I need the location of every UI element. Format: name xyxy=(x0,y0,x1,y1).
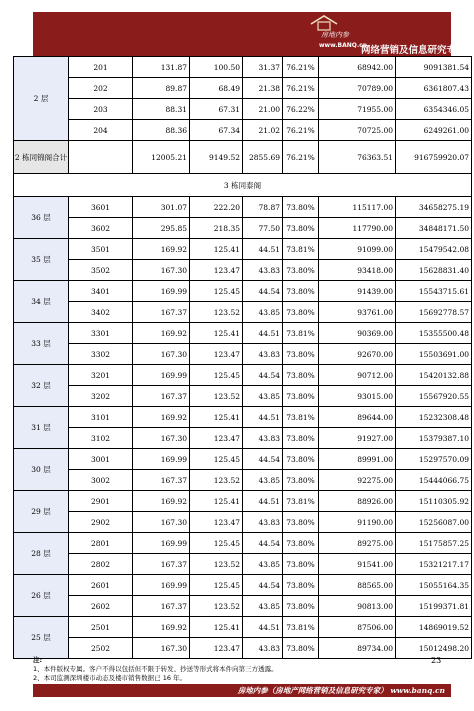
cell-inner: 125.41 xyxy=(190,617,243,638)
cell-ratio: 73.80% xyxy=(283,281,319,302)
table-row xyxy=(14,596,472,617)
cell-total: 15256087.00 xyxy=(396,512,472,533)
cell-shared: 21.02 xyxy=(243,120,283,141)
cell-price: 88926.00 xyxy=(319,491,396,512)
cell-price: 93015.00 xyxy=(319,386,396,407)
floor-label: 25 层 xyxy=(14,617,69,659)
brand-url: www.BANQ.cn xyxy=(319,42,367,49)
cell-total: 6361807.43 xyxy=(396,78,472,99)
floor-label: 2 层 xyxy=(14,57,69,141)
cell-ratio: 73.81% xyxy=(283,239,319,260)
cell-inner: 125.45 xyxy=(190,575,243,596)
cell-total: 15321217.17 xyxy=(396,554,472,575)
cell-area: 88.36 xyxy=(133,120,190,141)
cell-total: 15110305.92 xyxy=(396,491,472,512)
cell-area: 167.30 xyxy=(133,428,190,449)
cell-ratio: 73.80% xyxy=(283,512,319,533)
cell-unit: 204 xyxy=(69,120,133,141)
cell-unit: 2502 xyxy=(69,638,133,659)
cell-total: 6249261.00 xyxy=(396,120,472,141)
footer-text: 房地内参（房地产网络营销及信息研究专家） www.banq.cn xyxy=(237,686,445,695)
cell-unit: 3301 xyxy=(69,323,133,344)
cell-price: 91099.00 xyxy=(319,239,396,260)
cell-shared: 31.37 xyxy=(243,57,283,78)
cell-shared: 77.50 xyxy=(243,218,283,239)
cell-total: 15692778.57 xyxy=(396,302,472,323)
cell-shared: 44.51 xyxy=(243,491,283,512)
cell-unit: 3501 xyxy=(69,239,133,260)
cell-unit: 201 xyxy=(69,57,133,78)
cell-ratio: 73.81% xyxy=(283,491,319,512)
cell-total: 9091381.54 xyxy=(396,57,472,78)
cell-price: 89275.00 xyxy=(319,533,396,554)
table-row xyxy=(14,197,472,218)
cell-ratio: 73.80% xyxy=(283,638,319,659)
table-row xyxy=(14,428,472,449)
cell-price: 90369.00 xyxy=(319,323,396,344)
table-row xyxy=(14,260,472,281)
table-row xyxy=(14,554,472,575)
cell-unit xyxy=(69,141,133,174)
cell-area: 131.87 xyxy=(133,57,190,78)
cell-price: 89644.00 xyxy=(319,407,396,428)
cell-shared: 44.51 xyxy=(243,407,283,428)
brand-name: 房地内参 xyxy=(321,31,349,39)
cell-inner: 125.41 xyxy=(190,491,243,512)
cell-unit: 203 xyxy=(69,99,133,120)
cell-ratio: 76.21% xyxy=(283,78,319,99)
cell-area: 89.87 xyxy=(133,78,190,99)
cell-shared: 43.85 xyxy=(243,386,283,407)
floor-label: 35 层 xyxy=(14,239,69,281)
cell-total: 15055164.35 xyxy=(396,575,472,596)
cell-price: 70725.00 xyxy=(319,120,396,141)
cell-unit: 3401 xyxy=(69,281,133,302)
cell-shared: 44.54 xyxy=(243,449,283,470)
cell-ratio: 73.80% xyxy=(283,449,319,470)
table-row xyxy=(14,449,472,470)
cell-area: 167.30 xyxy=(133,638,190,659)
cell-total: 15012498.20 xyxy=(396,638,472,659)
cell-price: 71955.00 xyxy=(319,99,396,120)
floor-label: 32 层 xyxy=(14,365,69,407)
cell-ratio: 73.80% xyxy=(283,365,319,386)
cell-area: 169.92 xyxy=(133,407,190,428)
table-row xyxy=(14,617,472,638)
cell-inner: 123.47 xyxy=(190,344,243,365)
table-row xyxy=(14,407,472,428)
subtotal-row xyxy=(14,141,472,174)
cell-total: 15199371.81 xyxy=(396,596,472,617)
table-row xyxy=(14,533,472,554)
cell-total: 15543715.61 xyxy=(396,281,472,302)
cell-unit: 3001 xyxy=(69,449,133,470)
cell-ratio: 73.80% xyxy=(283,386,319,407)
cell-price: 90712.00 xyxy=(319,365,396,386)
footer-notes xyxy=(33,656,429,683)
cell-ratio: 73.80% xyxy=(283,554,319,575)
cell-ratio: 73.81% xyxy=(283,323,319,344)
cell-area: 169.92 xyxy=(133,323,190,344)
cell-shared: 21.00 xyxy=(243,99,283,120)
cell-total: 34848171.50 xyxy=(396,218,472,239)
table-row xyxy=(14,281,472,302)
cell-total: 15355500.48 xyxy=(396,323,472,344)
cell-total: 15175857.25 xyxy=(396,533,472,554)
table-row xyxy=(14,120,472,141)
cell-price: 68942.00 xyxy=(319,57,396,78)
cell-area: 12005.21 xyxy=(133,141,190,174)
cell-shared: 2855.69 xyxy=(243,141,283,174)
notes-line-1: 1、本件版权专属。客户不得以包括但不限于转发、抄送等形式将本件向第三方透露。 xyxy=(33,665,278,673)
cell-inner: 222.20 xyxy=(190,197,243,218)
cell-shared: 43.83 xyxy=(243,428,283,449)
cell-area: 167.30 xyxy=(133,512,190,533)
cell-inner: 125.41 xyxy=(190,239,243,260)
cell-inner: 123.47 xyxy=(190,512,243,533)
cell-ratio: 73.80% xyxy=(283,197,319,218)
cell-price: 90813.00 xyxy=(319,596,396,617)
cell-area: 301.07 xyxy=(133,197,190,218)
table-row xyxy=(14,365,472,386)
cell-area: 295.85 xyxy=(133,218,190,239)
floor-label: 36 层 xyxy=(14,197,69,239)
cell-price: 76363.51 xyxy=(319,141,396,174)
cell-price: 93761.00 xyxy=(319,302,396,323)
table-row xyxy=(14,512,472,533)
cell-price: 91541.00 xyxy=(319,554,396,575)
cell-price: 87506.00 xyxy=(319,617,396,638)
cell-area: 169.92 xyxy=(133,239,190,260)
table-row xyxy=(14,575,472,596)
cell-price: 88565.00 xyxy=(319,575,396,596)
cell-unit: 3202 xyxy=(69,386,133,407)
cell-total: 34658275.19 xyxy=(396,197,472,218)
cell-area: 167.30 xyxy=(133,260,190,281)
table-row xyxy=(14,491,472,512)
cell-price: 91439.00 xyxy=(319,281,396,302)
cell-area: 167.37 xyxy=(133,596,190,617)
cell-inner: 123.52 xyxy=(190,386,243,407)
cell-ratio: 73.80% xyxy=(283,218,319,239)
cell-total: 916759920.07 xyxy=(396,141,472,174)
cell-area: 169.99 xyxy=(133,365,190,386)
cell-ratio: 73.80% xyxy=(283,596,319,617)
cell-ratio: 76.22% xyxy=(283,99,319,120)
cell-shared: 43.83 xyxy=(243,512,283,533)
cell-unit: 3601 xyxy=(69,197,133,218)
floor-label: 29 层 xyxy=(14,491,69,533)
cell-ratio: 73.81% xyxy=(283,407,319,428)
table-row xyxy=(14,78,472,99)
cell-inner: 125.45 xyxy=(190,449,243,470)
cell-shared: 43.85 xyxy=(243,302,283,323)
cell-ratio: 73.80% xyxy=(283,470,319,491)
cell-inner: 125.45 xyxy=(190,365,243,386)
floor-label: 30 层 xyxy=(14,449,69,491)
cell-ratio: 73.80% xyxy=(283,260,319,281)
cell-area: 169.92 xyxy=(133,617,190,638)
cell-inner: 218.35 xyxy=(190,218,243,239)
cell-ratio: 76.21% xyxy=(283,141,319,174)
cell-shared: 78.87 xyxy=(243,197,283,218)
table-row xyxy=(14,386,472,407)
cell-inner: 123.52 xyxy=(190,302,243,323)
cell-area: 167.37 xyxy=(133,302,190,323)
cell-unit: 3502 xyxy=(69,260,133,281)
cell-shared: 44.51 xyxy=(243,323,283,344)
section-row xyxy=(14,174,472,197)
cell-price: 91190.00 xyxy=(319,512,396,533)
cell-price: 117790.00 xyxy=(319,218,396,239)
cell-area: 167.30 xyxy=(133,344,190,365)
cell-unit: 2901 xyxy=(69,491,133,512)
floor-label: 28 层 xyxy=(14,533,69,575)
header-banner xyxy=(33,12,466,56)
cell-ratio: 73.80% xyxy=(283,575,319,596)
table-row xyxy=(14,470,472,491)
footer-bar xyxy=(33,684,451,697)
cell-unit: 3002 xyxy=(69,470,133,491)
cell-unit: 2602 xyxy=(69,596,133,617)
cell-total: 15567920.55 xyxy=(396,386,472,407)
cell-area: 167.37 xyxy=(133,470,190,491)
cell-area: 167.37 xyxy=(133,386,190,407)
table-row xyxy=(14,344,472,365)
cell-total: 14869019.52 xyxy=(396,617,472,638)
cell-ratio: 73.80% xyxy=(283,533,319,554)
page-number: 23 xyxy=(431,656,442,665)
cell-inner: 67.31 xyxy=(190,99,243,120)
table-row xyxy=(14,99,472,120)
cell-total: 15444066.75 xyxy=(396,470,472,491)
cell-area: 169.99 xyxy=(133,575,190,596)
cell-total: 15232308.48 xyxy=(396,407,472,428)
cell-inner: 123.52 xyxy=(190,554,243,575)
cell-unit: 3402 xyxy=(69,302,133,323)
cell-unit: 2801 xyxy=(69,533,133,554)
cell-inner: 100.50 xyxy=(190,57,243,78)
cell-shared: 43.83 xyxy=(243,638,283,659)
cell-price: 115117.00 xyxy=(319,197,396,218)
cell-ratio: 76.21% xyxy=(283,120,319,141)
cell-ratio: 73.80% xyxy=(283,428,319,449)
cell-price: 70789.00 xyxy=(319,78,396,99)
cell-price: 93418.00 xyxy=(319,260,396,281)
cell-area: 169.99 xyxy=(133,281,190,302)
cell-shared: 43.83 xyxy=(243,260,283,281)
cell-inner: 123.52 xyxy=(190,596,243,617)
cell-total: 15297570.09 xyxy=(396,449,472,470)
header-title: 网络营销及信息研究专家 xyxy=(361,45,466,56)
cell-area: 169.92 xyxy=(133,491,190,512)
cell-price: 89991.00 xyxy=(319,449,396,470)
cell-shared: 21.38 xyxy=(243,78,283,99)
floor-label: 33 层 xyxy=(14,323,69,365)
subtotal-label: 2 栋同锦阁合计 xyxy=(14,141,69,174)
cell-ratio: 73.81% xyxy=(283,617,319,638)
sales-table xyxy=(13,56,472,659)
cell-area: 169.99 xyxy=(133,533,190,554)
cell-shared: 44.54 xyxy=(243,281,283,302)
cell-inner: 123.47 xyxy=(190,638,243,659)
cell-shared: 43.85 xyxy=(243,470,283,491)
cell-shared: 44.54 xyxy=(243,575,283,596)
table-row xyxy=(14,239,472,260)
cell-shared: 43.85 xyxy=(243,554,283,575)
cell-total: 6354346.05 xyxy=(396,99,472,120)
notes-line-2: 2、本司监测深圳楼市动态及楼市销售数据已 16 年。 xyxy=(33,674,187,682)
cell-inner: 123.52 xyxy=(190,470,243,491)
cell-price: 91927.00 xyxy=(319,428,396,449)
cell-unit: 3101 xyxy=(69,407,133,428)
cell-shared: 44.54 xyxy=(243,365,283,386)
section-title: 3 栋同泰阁 xyxy=(14,174,472,197)
floor-label: 34 层 xyxy=(14,281,69,323)
cell-shared: 43.83 xyxy=(243,344,283,365)
floor-label: 26 层 xyxy=(14,575,69,617)
cell-inner: 9149.52 xyxy=(190,141,243,174)
table-row xyxy=(14,323,472,344)
cell-inner: 125.41 xyxy=(190,407,243,428)
table-row xyxy=(14,302,472,323)
cell-unit: 2601 xyxy=(69,575,133,596)
cell-total: 15420132.88 xyxy=(396,365,472,386)
cell-inner: 125.41 xyxy=(190,323,243,344)
cell-price: 92275.00 xyxy=(319,470,396,491)
cell-inner: 67.34 xyxy=(190,120,243,141)
cell-price: 89734.00 xyxy=(319,638,396,659)
cell-ratio: 73.80% xyxy=(283,344,319,365)
cell-unit: 3602 xyxy=(69,218,133,239)
cell-inner: 123.47 xyxy=(190,260,243,281)
cell-inner: 68.49 xyxy=(190,78,243,99)
table-row xyxy=(14,57,472,78)
notes-title: 注: xyxy=(33,656,43,664)
cell-ratio: 73.80% xyxy=(283,302,319,323)
cell-inner: 123.47 xyxy=(190,428,243,449)
cell-total: 15379387.10 xyxy=(396,428,472,449)
cell-total: 15479542.08 xyxy=(396,239,472,260)
cell-area: 88.31 xyxy=(133,99,190,120)
cell-unit: 202 xyxy=(69,78,133,99)
cell-unit: 2802 xyxy=(69,554,133,575)
table-row xyxy=(14,218,472,239)
cell-unit: 3102 xyxy=(69,428,133,449)
cell-ratio: 76.21% xyxy=(283,57,319,78)
cell-inner: 125.45 xyxy=(190,281,243,302)
cell-price: 92670.00 xyxy=(319,344,396,365)
cell-shared: 44.51 xyxy=(243,239,283,260)
floor-label: 31 层 xyxy=(14,407,69,449)
cell-shared: 44.51 xyxy=(243,617,283,638)
cell-shared: 43.85 xyxy=(243,596,283,617)
cell-unit: 2501 xyxy=(69,617,133,638)
cell-total: 15628831.40 xyxy=(396,260,472,281)
cell-shared: 44.54 xyxy=(243,533,283,554)
cell-unit: 3302 xyxy=(69,344,133,365)
cell-inner: 125.45 xyxy=(190,533,243,554)
cell-area: 169.99 xyxy=(133,449,190,470)
cell-unit: 2902 xyxy=(69,512,133,533)
cell-total: 15503691.00 xyxy=(396,344,472,365)
cell-area: 167.37 xyxy=(133,554,190,575)
cell-unit: 3201 xyxy=(69,365,133,386)
